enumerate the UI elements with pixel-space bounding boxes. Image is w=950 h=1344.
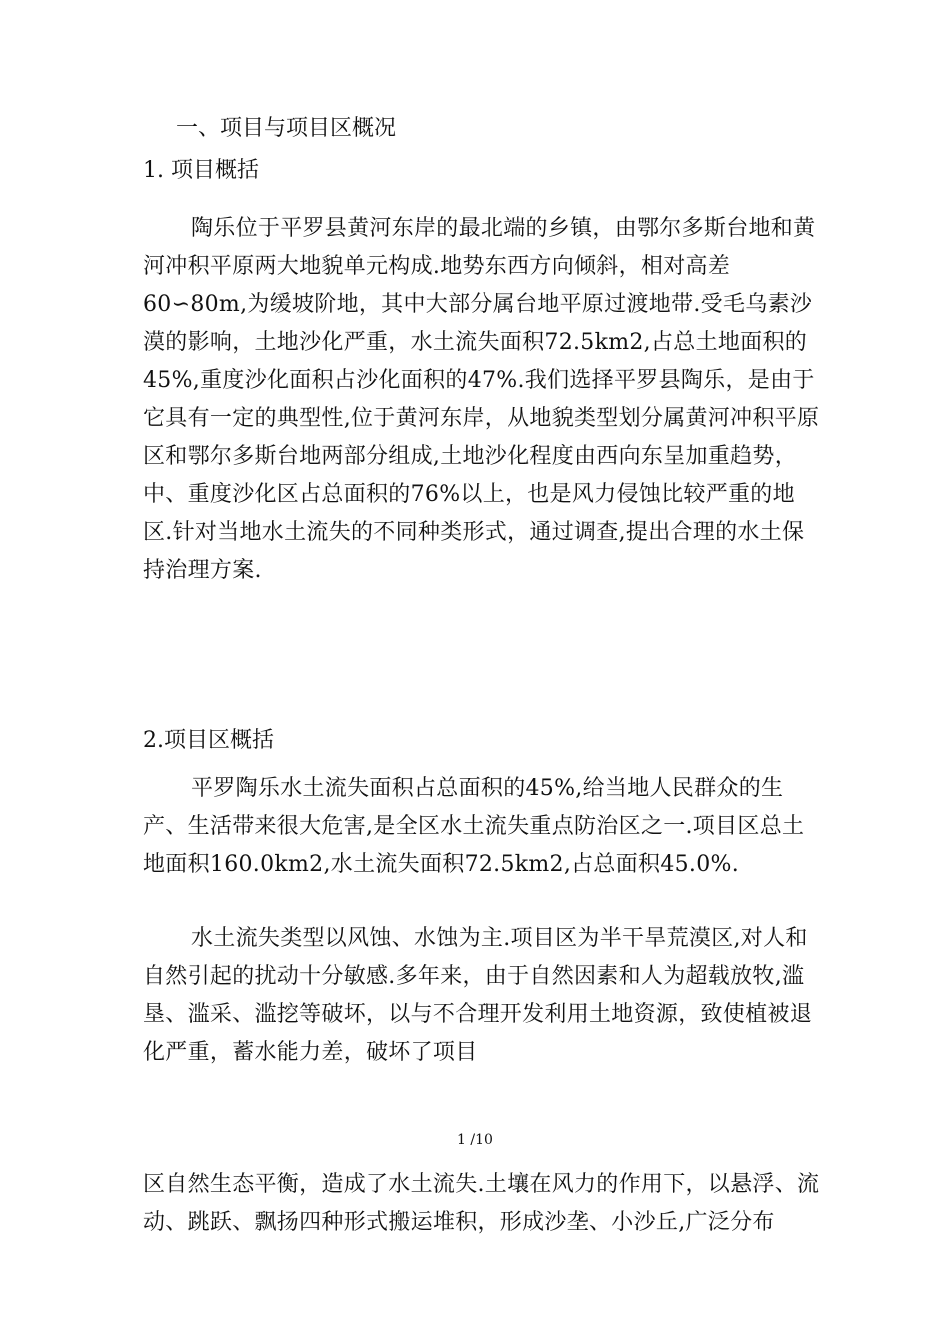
subsection-1-title: 1. 项目概括 (143, 158, 259, 183)
paragraph-1: 陶乐位于平罗县黄河东岸的最北端的乡镇，由鄂尔多斯台地和黄河冲积平原两大地貌单元构成.地势东西方向倾斜，相对高差60∽80m,为缓坡阶地，其中大部分属台地平原过渡地带.受毛乌素沙漠的影响，土地沙化严重，水土流失面积72.5km2,占总土地面积的45%,重度沙化面积占沙化面积的47%.我们选择平罗县陶乐，是由于它具有一定的典型性,位于黄河东岸，从地貌类型划分属黄河冲积平原区和鄂尔多斯台地两部分组成,土地沙化程度由西向东呈加重趋势，中、重度沙化区占总面积的76%以上，也是风力侵蚀比较严重的地区.针对当地水土流失的不同种类形式，通过调查,提出合理的水土保持治理方案. (143, 216, 820, 583)
subsection-2-title: 2.项目区概括 (143, 728, 274, 753)
page-number: 1 /10 (457, 1132, 493, 1148)
section-title: 一、项目与项目区概况 (176, 116, 397, 141)
paragraph-3: 水土流失类型以风蚀、水蚀为主.项目区为半干旱荒漠区,对人和自然引起的扰动十分敏感.多年来，由于自然因素和人为超载放牧,滥垦、滥采、滥挖等破坏，以与不合理开发利用土地资源，致使植被退化严重，蓄水能力差，破坏了项目 (143, 926, 813, 1065)
paragraph-2: 平罗陶乐水土流失面积占总面积的45%,给当地人民群众的生产、生活带来很大危害,是全区水土流失重点防治区之一.项目区总土地面积160.0km2,水土流失面积72.5km2,占总面积45.0%. (143, 776, 805, 877)
paragraph-4: 区自然生态平衡，造成了水土流失.土壤在风力的作用下，以悬浮、流动、跳跃、飘扬四种形式搬运堆积，形成沙垄、小沙丘,广泛分布 (143, 1172, 820, 1235)
